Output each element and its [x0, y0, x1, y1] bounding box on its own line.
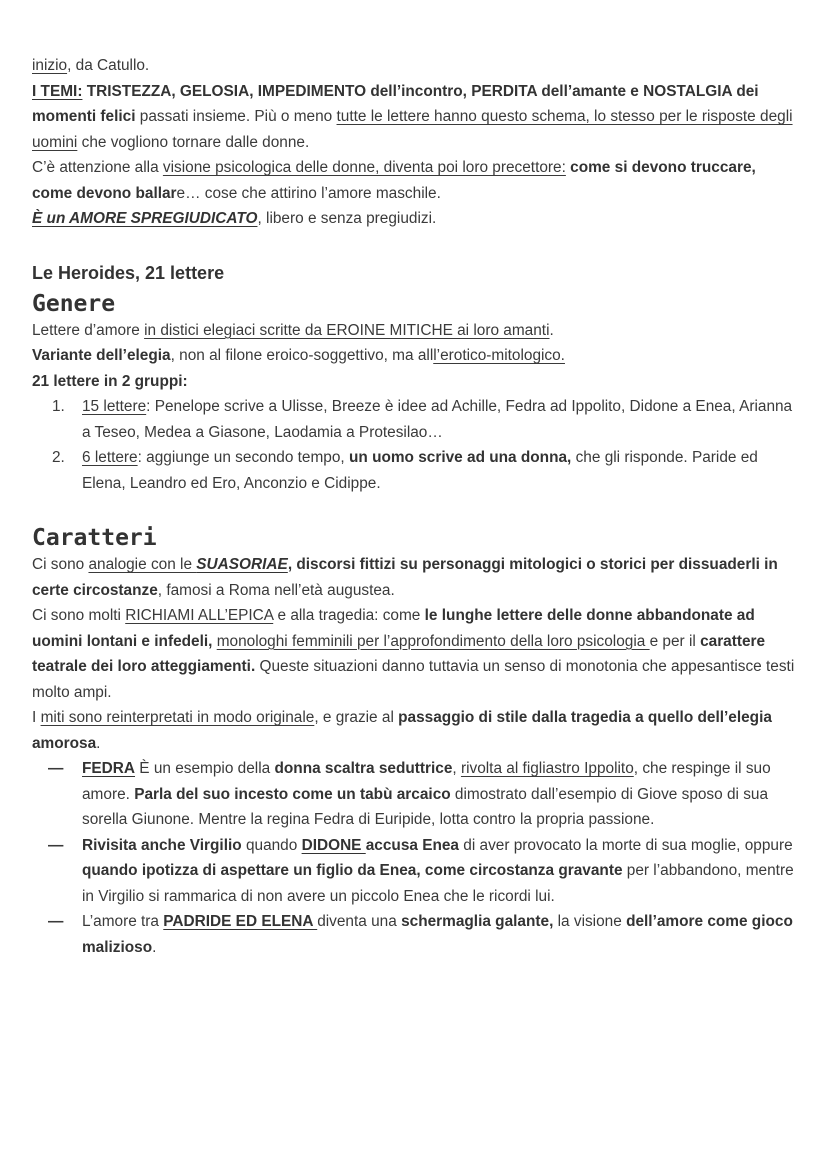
dash-bullet: — [48, 836, 64, 854]
list-item: — L’amore tra PADRIDE ED ELENA diventa una schermaglia galante, la visione dell’amore come gioco malizioso. [32, 909, 798, 960]
caratteri-p1: Ci sono analogie con le SUASORIAE, discorsi fittizi su personaggi mitologici o storici per dissuaderli in certe circostanze, famosi a Roma nell’età augustea. [32, 556, 778, 599]
dash-bullet: — [48, 913, 64, 930]
caratteri-p3: I miti sono reinterpretati in modo originale, e grazie al passaggio di stile dalla tragedia a quello dell’elegia amorosa. [32, 709, 772, 752]
genere-heading: Genere [32, 290, 116, 317]
attenzione-paragraph: C’è attenzione alla visione psicologica delle donne, diventa poi loro precettore: come si devono truccare, come devono ballare… cose che attirino l’amore maschile. [32, 159, 756, 202]
list-item: 1. 15 lettere: Penelope scrive a Ulisse, Breeze è idee ad Achille, Fedra ad Ippolito, Didone a Enea, Arianna a Teseo, Medea a Giasone, Laodamia a Protesilao… [52, 398, 793, 441]
amore-paragraph: È un AMORE SPREGIUDICATO, libero e senza pregiudizi. [32, 210, 437, 227]
intro-line-1: inizio, da Catullo. [32, 57, 150, 74]
genere-p3: 21 lettere in 2 gruppi: [32, 372, 188, 390]
document-page [32, 53, 798, 960]
caratteri-heading: Caratteri [32, 525, 157, 551]
lettere-list [32, 394, 798, 496]
caratteri-p2: Ci sono molti RICHIAMI ALL’EPICA e alla tragedia: come le lunghe lettere delle donne abbandonate ad uomini lontani e infedeli, monologhi femminili per l’approfondimento della loro psicologia e per il carattere teatrale dei loro atteggiamenti. Queste situazioni danno tuttavia un senso di monotonia che appesantisce testi molto ampi. [32, 607, 795, 701]
genere-p1: Lettere d’amore in distici elegiaci scritte da EROINE MITICHE ai loro amanti. [32, 321, 554, 339]
genere-p2: Variante dell’elegia, non al filone eroico-soggettivo, ma alll’erotico-mitologico. [32, 347, 565, 364]
heroides-heading: Le Heroides, 21 lettere [32, 262, 225, 283]
temi-label: I TEMI: [32, 82, 83, 100]
list-item: 2. 6 lettere: aggiunge un secondo tempo, un uomo scrive ad una donna, che gli risponde. Paride ed Elena, Leandro ed Ero, Anconzio e Cidippe. [52, 449, 758, 492]
list-item: — FEDRA È un esempio della donna scaltra seduttrice, rivolta al figliastro Ippolito, che respinge il suo amore. Parla del suo incesto come un tabù arcaico dimostrato dall’esempio di Giove sposo di sua sorella Giunone. Mentre la regina Fedra di Euripide, lotta contro la propria passione. [32, 756, 798, 833]
dash-bullet: — [48, 760, 64, 777]
text-inizio: inizio [32, 57, 68, 74]
temi-paragraph: I TEMI: TRISTEZZA, GELOSIA, IMPEDIMENTO dell’incontro, PERDITA dell’amante e NOSTALGIA dei momenti felici passati insieme. Più o meno tutte le lettere hanno questo schema, lo stesso per le risposte degli uomini che vogliono tornare dalle donne. [32, 82, 793, 151]
miti-list [32, 756, 798, 960]
list-item: — Rivisita anche Virgilio quando DIDONE accusa Enea di aver provocato la morte di sua moglie, oppure quando ipotizza di aspettare un figlio da Enea, come circostanza gravante per l’abbandono, mentre in Virgilio si rammarica di non avere un piccolo Enea che le ricordi lui. [32, 833, 798, 910]
